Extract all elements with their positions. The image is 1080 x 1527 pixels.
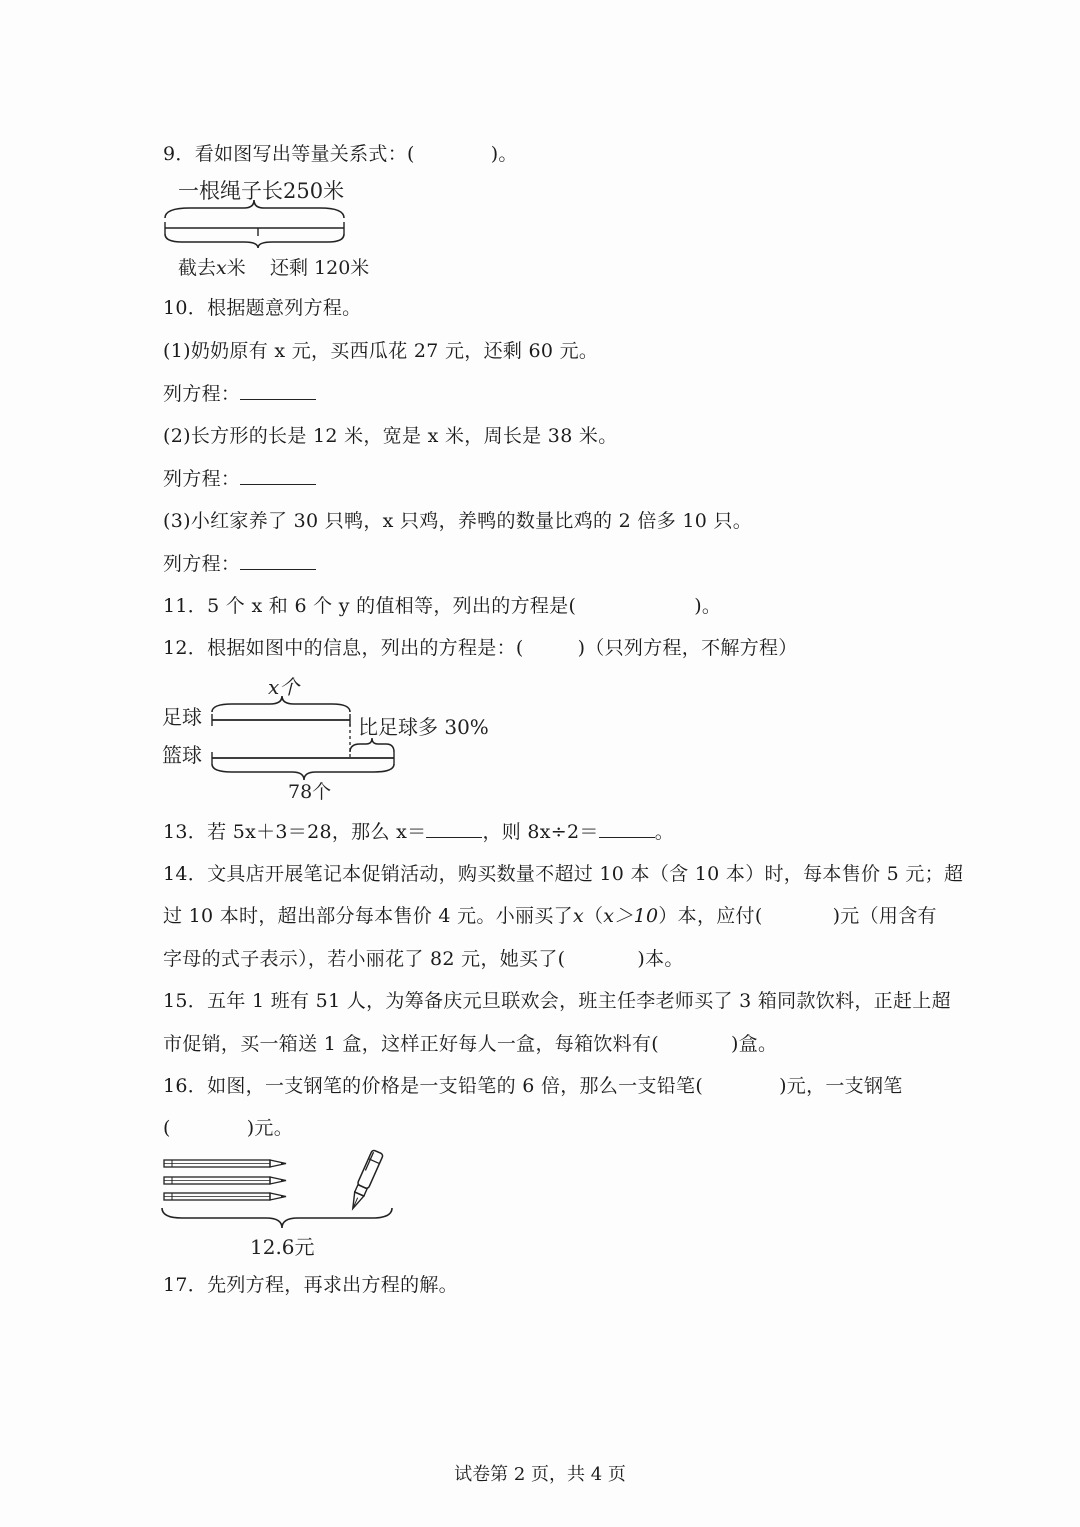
- question-13: 13．若 5x＋3＝28，那么 x＝ ，则 8x÷2＝ 。: [163, 821, 675, 843]
- question-10-sub3: (3)小红家养了 30 只鸭，x 只鸡，养鸭的数量比鸡的 2 倍多 10 只。: [163, 510, 753, 532]
- basketball-brace: [212, 764, 394, 780]
- pencil-icon: [164, 1177, 286, 1184]
- question-14-line3: 字母的式子表示），若小丽花了 82 元，她买了( )本。: [163, 948, 684, 970]
- answer-blank-3[interactable]: [240, 551, 316, 570]
- fountain-pen-icon: [347, 1150, 383, 1212]
- page-footer: 试卷第 2 页，共 4 页: [454, 1464, 626, 1485]
- cut-suffix-label: 米: [226, 257, 246, 279]
- answer-blank-2[interactable]: [240, 466, 316, 485]
- question-14-line2: 过 10 本时，超出部分每本售价 4 元。小丽买了x（x＞10）本，应付( )元（用含有: [163, 905, 937, 927]
- blank-result[interactable]: [599, 819, 655, 838]
- remain-label: 还剩 120米: [270, 257, 370, 279]
- question-10-sub1: (1)奶奶原有 x 元，买西瓜花 27 元，还剩 60 元。: [163, 340, 599, 362]
- svg-text:截去x米: [178, 257, 246, 279]
- ball-diagram: [160, 672, 500, 804]
- basketball-total-label: 78个: [288, 781, 332, 803]
- answer-line-1: 列方程：: [163, 381, 316, 407]
- answer-blank-1[interactable]: [240, 381, 316, 400]
- question-15-line1: 15．五年 1 班有 51 人，为筹备庆元旦联欢会，班主任李老师买了 3 箱同款饮料，正赶上超: [163, 990, 951, 1012]
- pencil-icon: [164, 1160, 286, 1167]
- question-12: 12．根据如图中的信息，列出的方程是：( )（只列方程，不解方程）: [163, 637, 798, 659]
- question-11: 11．5 个 x 和 6 个 y 的值相等，列出的方程是( )。: [163, 595, 722, 617]
- pen-diagram: [158, 1146, 408, 1260]
- question-9: 9．看如图写出等量关系式：( )。: [163, 143, 518, 165]
- football-x-label: x个: [268, 675, 300, 699]
- question-10-sub2: (2)长方形的长是 12 米，宽是 x 米，周长是 38 米。: [163, 425, 618, 447]
- question-16-line1: 16．如图，一支钢笔的价格是一支铅笔的 6 倍，那么一支铅笔( )元，一支钢笔: [163, 1075, 903, 1097]
- question-14-line1: 14．文具店开展笔记本促销活动，购买数量不超过 10 本（含 10 本）时，每本售价 5 元；超: [163, 863, 964, 885]
- extra-brace: [350, 738, 394, 752]
- rope-total-label: 一根绳子长250米: [178, 179, 345, 203]
- cut-prefix-label: 截去: [178, 257, 217, 279]
- basketball-label: 篮球: [162, 743, 202, 767]
- answer-line-3: 列方程：: [163, 551, 316, 577]
- answer-line-2: 列方程：: [163, 466, 316, 492]
- rope-diagram: [160, 172, 370, 284]
- question-15-line2: 市促销，买一箱送 1 盒，这样正好每人一盒，每箱饮料有( )盒。: [163, 1033, 778, 1055]
- price-brace: [162, 1208, 392, 1228]
- pencil-icon: [164, 1193, 286, 1200]
- football-brace: [212, 696, 350, 712]
- football-label: 足球: [162, 705, 202, 729]
- question-10-title: 10．根据题意列方程。: [163, 297, 362, 319]
- cut-variable: x: [216, 257, 227, 279]
- price-total-label: 12.6元: [250, 1235, 315, 1259]
- question-16-line2: ( )元。: [163, 1117, 294, 1139]
- more-label: 比足球多 30%: [358, 715, 489, 739]
- blank-x[interactable]: [426, 819, 482, 838]
- bottom-brace: [165, 234, 344, 248]
- question-17: 17．先列方程，再求出方程的解。: [163, 1274, 458, 1296]
